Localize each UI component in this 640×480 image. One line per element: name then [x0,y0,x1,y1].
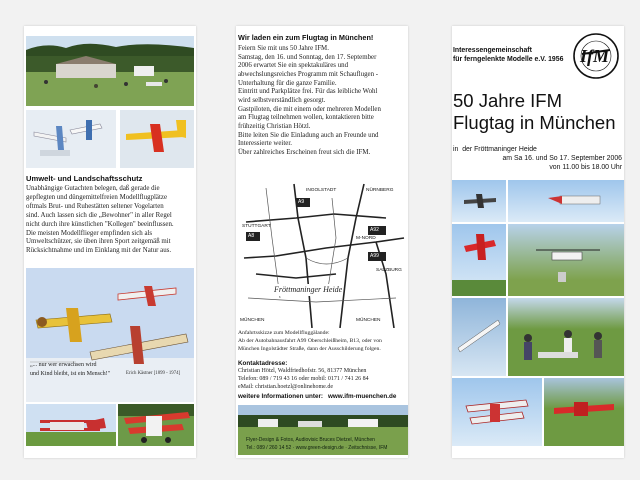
title-line-2: Flugtag in München [453,112,616,133]
map-label-ingolstadt: INGOLSTADT [306,188,337,193]
map-label-muenchen: MÜNCHEN [240,318,265,323]
sky-photo-1 [452,180,506,222]
map-label-nuernberg: NÜRNBERG [366,188,394,193]
map-drawing [236,178,408,328]
map-label-salzburg: SALZBURG [376,268,402,273]
airfield-crowd-photo [238,405,408,455]
map-label-a92: A92 [370,227,379,233]
footer-line-2: Tel.: 089 / 260 14 52 · www.green-design.de · Zeitschnisse, IFM [246,445,388,451]
web-url[interactable]: www.ifm-muenchen.de [328,393,397,400]
invite-line: Interessierte weiter. [238,140,292,148]
date-line-1: in der Fröttmaninger Heide [453,146,537,153]
invite-line: wird selbstverständlich gesorgt. [238,96,326,104]
body-line: nicht durch ihre künstlichen "Kollegen" beeinflussen. [26,220,174,228]
org-line-1: Interessengemeinschaft [453,47,532,54]
invite-line: Samstag, den 16. und Sonntag, den 17. September [238,53,377,61]
body-line: Die meisten Modellflieger empfinden sich als [26,229,153,237]
date-line-2: am Sa 16. und So 17. September 2006 [502,155,622,162]
invite-line: Bitte leiten Sie die Einladung auch an Freunde und [238,131,379,139]
left-panel [24,26,196,458]
red-plane-grass-photo [544,378,624,446]
right-panel [452,26,624,458]
logo-text: IfM [580,46,610,66]
map-label-heide: Fröttmaninger Heide [274,285,343,294]
org-line-2: für ferngelenkte Modelle e.V. 1956 [453,56,564,63]
invite-line: frühzeitig Christian Hötzl. [238,122,311,130]
contact-heading: Kontaktadresse: [238,360,288,367]
map-label-a8: A8 [248,233,255,239]
body-line: sind. Auch lassen sich die „Bewohner" in aller Regel [26,211,172,219]
environment-text [26,185,196,256]
map-label-muenchen-2: MÜNCHEN [356,318,381,323]
red-biplane-photo [118,404,194,446]
quote-author: Erich Kästner [1899 - 1974] [126,371,181,376]
biplane-sky-photo [452,378,542,446]
quote-line-1: „... nur wer erwachsen wird [30,362,97,368]
invite-line: Über zahlreiches Erscheinen freut sich die IFM. [238,148,371,156]
pilots-crowd-photo [508,298,624,376]
body-line: Unabhängige Gutachten belegen, daß gerade die [26,185,160,192]
footer-line-1: Flyer-Design & Fotos, Audiovisic Bruces Dietzel, München [246,437,375,443]
date-line-3: von 11.00 bis 18.00 Uhr [549,164,622,171]
body-line: Rücksichtnahme und im Einklang mit der Natur aus. [26,247,172,255]
yellow-model-photo [120,110,194,168]
route-line: München Ingolstädter Straße, dann der Ausschilderung folgen. [238,346,381,352]
contact-line: Christian Hötzl, Waldfriedhofstr. 56, 81377 München [238,368,367,374]
contact-line: Telefon: 089 / 719 43 16 oder mobil: 0171 / 741 26 84 [238,376,369,382]
invite-line: abwechslungsreiches Programm mit Schauflugen - [238,70,379,78]
invite-text [238,45,408,158]
route-line: Ab der Autobahnausfahrt A99 Oberschleißheim, B13, oder von [238,338,382,344]
model-planes-photo [26,110,116,168]
quote-line-2: und Kind bleibt, ist ein Mensch!" [30,371,111,377]
body-line: Umweltschützer, sie üben ihren Sport zeitgemäß mit [26,238,171,246]
map-label-a99: A99 [370,253,379,259]
section-heading: Umwelt- und Landschaftsschutz [26,174,143,183]
middle-panel [236,26,408,458]
biplane-photo [26,404,116,446]
invite-line: Feiern Sie mit uns 50 Jahre IFM. [238,45,329,52]
ifm-logo [572,32,620,80]
invite-heading: Wir laden ein zum Flugtag in München! [238,33,374,42]
invite-line: Gastpiloten, die mit einem oder mehreren Modellen [238,105,381,113]
vintage-models-photo [26,268,194,402]
airfield-photo [26,36,194,106]
route-map [236,178,408,328]
invite-line: am Flugtag teilnehmen wollen, kontaktieren bitte [238,114,374,122]
glider-photo [452,298,506,376]
map-label-m-nord: M-NORD [356,236,376,241]
contact-line: eMail: christian.hoetzl@onlinehome.de [238,384,333,390]
body-line: gepflegten und düngemittelfreien Modellflugplätze [26,193,168,201]
map-label-stuttgart: STUTTGART [242,224,271,229]
helicopter-photo [508,224,624,296]
sky-photo-2 [508,180,624,222]
route-heading: Anfahrtsskizze zum Modellfluggälande: [238,330,330,336]
invite-line: Unterhaltung für die ganze Familie. [238,79,337,87]
title-line-1: 50 Jahre IFM [453,90,562,111]
invite-line: Eintritt und Parkplätze frei. Für das leibliche Wohl [238,88,378,96]
invite-line: 2006 erwartet Sie ein spektakuläres und [238,62,349,70]
red-plane-photo [452,224,506,296]
body-line: oftmals Brut- und Ruhestätten seltener Vogelarten [26,202,164,210]
web-label: weitere Informationen unter: [238,393,324,400]
map-label-a9: A9 [298,199,305,205]
